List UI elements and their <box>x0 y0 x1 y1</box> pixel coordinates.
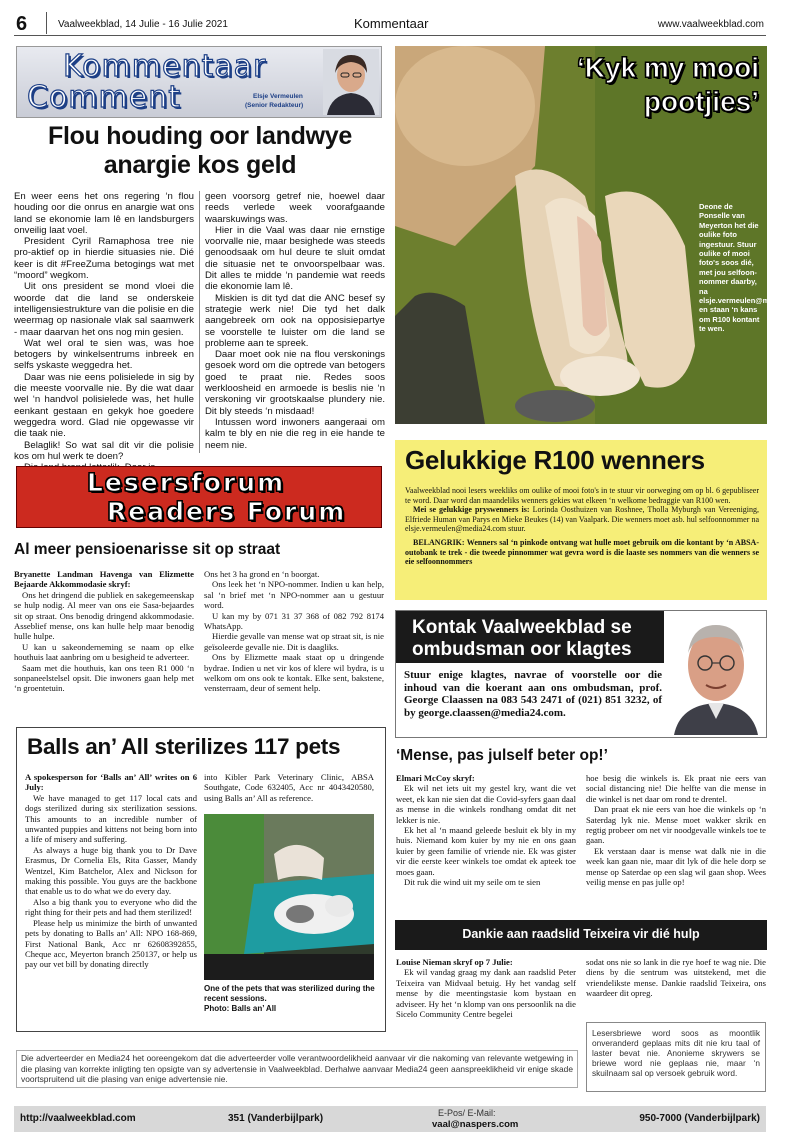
mense-column-2 <box>586 773 766 887</box>
editorial-paragraph: Hier in die Vaal was daar nie ernstige voorvalle nie, maar besighede was steeds genoodsaak om hul deure te sluit omdat die situasie net te onvoorspelbaar was. Dit alles te midde ‘n pandemie wat reeds die ekonomie lam lê. <box>205 224 385 293</box>
mense-byline: Elmari McCoy skryf: <box>396 773 475 783</box>
pensioners-paragraph: Ons het 3 ha grond en ‘n boorgat. <box>204 569 320 579</box>
lion-photo <box>395 46 810 424</box>
balls-photo-credit: Photo: Balls an’ All <box>204 1004 277 1013</box>
important-label: BELANGRIK: <box>413 537 465 547</box>
pensioners-column-2 <box>204 569 384 694</box>
winners-label: Mei se gelukkige pryswenners is: <box>413 505 530 515</box>
section-name: Kommentaar <box>354 16 429 31</box>
editorial-paragraph: Uit ons president se mond vloei die woorde dat die land se onderskeie intelligensiestrukture van die polisie en die weermag op nasionale vlak sal saamwerk - maar daarvan het ons nog min gesien. <box>14 281 194 338</box>
readers-forum-title: Readers Forum <box>107 497 347 526</box>
winners-box <box>395 440 767 600</box>
author-name: Elsje Vermeulen <box>253 93 303 100</box>
balls-photo-caption: One of the pets that was sterilized during the recent sessions. <box>204 984 375 1003</box>
winners-text <box>405 486 759 567</box>
mense-paragraph: Ek het al ‘n maand geleede besluit ek bly in my huis. Niemand kom kuier by my nie en ons gaan kuier by geen familie of vriende nie. Ek was gister vir die eerste keer winkels toe omdat ek apteek toe moes gaan. <box>396 825 576 877</box>
mense-paragraph: Dan praat ek nie eers van hoe die winkels op ‘n Saterdag lyk nie. Mense moet wakker skrik en regtig probeer om net vir noodgevalle winkels toe te gaan. <box>586 804 766 846</box>
editorial-paragraph: En weer eens het ons regering ‘n flou houding oor die onrus en anargie wat ons land se ekonomie lam lê en landsburgers onveilig laat voel. <box>14 191 194 236</box>
page-header <box>14 10 766 36</box>
feature-headline-2: pootjies’ <box>643 86 759 117</box>
pensioners-paragraph: Saam met die houthuis, kan ons teen R1 000 ‘n sonpaneelstelsel opsit. Die inwoners gaan help met ‘n groentetuin. <box>14 662 194 694</box>
author-photo <box>323 49 379 115</box>
important-text: Wenners sal ‘n pinkode ontvang wat hulle moet gebruik om die kontant by ‘n ABSA-outobank te trek - die tweede pinnommer wat gevra word is die laaste ses nommers van die wenners se eie selfoonnommers <box>405 537 759 567</box>
balls-box <box>16 727 386 1032</box>
editorial-column-1 <box>14 191 194 473</box>
mense-paragraph: hoe besig die winkels is. Ek praat nie eers van social distancing nie! Die helfte van die mense in die winkel is net daar om rond te drentel. <box>586 773 766 804</box>
editorial-paragraph: Daar was nie eens polisielede in sig by die meeste voorvalle nie. By die wat daar wel ‘n handvol polisielede was, het hulle eenkant gestaan en gekyk hoe goedere weggedra word. Glad nie opgewasse vir die taak nie. <box>14 371 194 440</box>
footer-email-label: E-Pos/ E-Mail: <box>438 1108 496 1118</box>
dankie-headline: Dankie aan raadslid Teixeira vir dié hulp <box>462 927 700 941</box>
ombudsman-title-2: ombudsman oor klagtes <box>412 639 632 660</box>
balls-headline: Balls an’ All sterilizes 117 pets <box>27 734 341 759</box>
editorial-headline: Flou houding oor landwye anargie kos geld <box>48 122 352 179</box>
dankie-column-2: sodat ons nie so lank in die rye hoef te wag nie. Die diens by die sentrum was uitstekend, met die vriendelikste mense. Dankie raadslid Teixeira, ons waardeer dit opreg. <box>586 957 766 999</box>
lesersforum-banner <box>16 466 382 528</box>
author-role: (Senior Redakteur) <box>245 102 304 109</box>
ombudsman-title-1: Kontak Vaalweekblad se <box>412 617 632 638</box>
issue-date: Vaalweekblad, 14 Julie - 16 Julie 2021 <box>58 19 228 30</box>
editorial-paragraph: Wat wel oral te sien was, was hoe betogers by winkelsentrums inbreek en selfs yskaste weggedra het. <box>14 337 194 372</box>
editorial-paragraph: Miskien is dit tyd dat die ANC besef sy strategie werk nie! Die tyd het dalk aangebreek om ook na opposisiepartye se voorstelle te luister om die land se probleme aan te spreek. <box>205 292 385 349</box>
winners-headline: Gelukkige R100 wenners <box>405 445 705 475</box>
lesersforum-title: Lesersforum <box>87 468 286 497</box>
mense-column-1 <box>396 773 576 887</box>
editorial-paragraph: geen voorsorg getref nie, hoewel daar reeds verlede week voorafgaande waarskuwings was. <box>205 191 385 225</box>
feature-headline-1: ‘Kyk my mooi <box>576 52 759 83</box>
winners-intro: Vaalweekblad nooi lesers weekliks om oulike of mooi foto's in te stuur vir oorweging om op bl. 6 gepubliseer te word. Daar word dan maandeliks wenners gekies wat elkeen ‘n welkome bedraggie van R100 wen. <box>405 486 759 505</box>
balls-paragraph: Also a big thank you to everyone who did the right thing for their pets and had them sterilized! <box>25 896 197 918</box>
footer-phone-2: 950-7000 (Vanderbijlpark) <box>639 1113 760 1124</box>
pensioners-paragraph: U kan u sakeonderneming se naam op elke houthuis laat aanbring om u besigheid te adverteer. <box>14 641 194 663</box>
winners-list: Lorinda Oosthuizen van Roshnee, Tholla Myburgh van Vereeniging, Elfriede Human van Parys en Mieke Beukes (14) van Vaalpark. Die wenners moet asb. hul selfoonnommer na elsje.vermeulen@media24.com stuur. <box>405 505 760 534</box>
editorial-paragraph: Belaglik! So wat sal dit vir die polisie kos om hul werk te doen? <box>14 439 194 462</box>
mense-paragraph: Ek verstaan daar is mense wat dalk nie in die week kan gaan nie, maar dit lyk of die hele dorp se mense op Saterdae op een slag wil gaan shop. Wees veilig mense en pas julle op! <box>586 845 766 888</box>
pensioners-column-1 <box>14 569 194 694</box>
mense-paragraph: Ek wil net iets uit my gestel kry, want die vet weet, ek kan nie sien dat die Covid-syfers gaan daal as mense in die winkels rondhang omdat dit net lekker is nie. <box>396 783 576 825</box>
footer-email[interactable]: vaal@naspers.com <box>432 1119 519 1130</box>
dankie-byline: Louise Nieman skryf op 7 Julie: <box>396 957 513 967</box>
comment-title-2: Comment <box>27 80 181 115</box>
dankie-headline-bar <box>395 920 767 950</box>
pensioners-headline: Al meer pensioenarisse sit op straat <box>14 541 281 558</box>
dankie-paragraph: Ek wil vandag graag my dank aan raadslid Peter Teixeira van Midvaal betuig. Hy het vandag self mense by die meentingstasie kom bystaan en adviseer. Hy het ‘n klomp van ons persoonlik na die Sicelo Community Centre begelei <box>396 967 576 1020</box>
dankie-column-1 <box>396 957 576 1019</box>
pensioners-paragraph: Ons het dringend die publiek en sakegemeenskap se hulp nodig. Al meer van ons eie Sasa-bejaardes sit op straat. Ons benodig dringend akkommodasie. Asseblief mense, ons kan hulle help maar benodig hulle hulpe. <box>14 589 194 642</box>
editorial-column-2 <box>205 191 385 451</box>
ombudsman-text: Stuur enige klagtes, navrae of voorstelle oor die inhoud van die koerant aan ons ombudsman, prof. George Claassen na 083 543 2471 of (021) 851 3232, of by george.claassen@media24.com. <box>404 669 662 719</box>
comment-title-1: Kommentaar <box>63 49 267 84</box>
balls-byline: A spokesperson for ‘Balls an’ All’ writes on 6 July: <box>25 772 197 793</box>
letters-notice-text: Lesersbriewe word soos as moontlik onveranderd geplaas mits dit nie kru taal of laster bevat nie. Anonieme skrywers se briewe word nie geplaas nie, maar ‘n skuilnaam sal op versoek gebruik word. <box>592 1028 760 1078</box>
footer-website[interactable]: http://vaalweekblad.com <box>20 1113 136 1124</box>
ombudsman-photo <box>668 613 764 735</box>
balls-photo <box>204 814 374 980</box>
mense-paragraph: Dit ruk die wind uit my seile om te sien <box>404 877 541 888</box>
balls-column-1 <box>25 772 197 970</box>
comment-banner <box>16 46 382 118</box>
disclaimer-text: Die adverteerder en Media24 het ooreengekom dat die adverteerder volle verantwoordelikheid aanvaar vir die nakoming van relevante wetgewing in die plasing van korrekte inligting ten opsigte van sy advertensie in Vaalweekblad. Derhalwe aanvaar Media24 geen aanspreeklikheid vir enige skade voortspruitend uit die plasing van enige advertensie nie. <box>21 1053 573 1085</box>
page-number: 6 <box>16 13 28 35</box>
editorial-paragraph: Daar moet ook nie na flou verskonings gesoek word om die optrede van betogers goed te praat nie. Redes soos werkloosheid en armoede is beslis nie ‘n verskoning vir grootskaalse plundery nie. Dit bly steeds ‘n misdaad! <box>205 349 385 417</box>
pensioners-paragraph: Ons by Elizmette maak staat op u dringende bydrae. Indien u net vir kos of klere wil bydra, is u welkom om ons ook te kontak. Elke sent, bakstene, vensterraam, deur of sement help. <box>204 652 384 694</box>
pensioners-paragraph: Ons leek het ‘n NPO-nommer. Indien u kan help, sal ‘n brief met ‘n NPO-nommer aan u gestuur word. <box>204 579 384 611</box>
balls-column-2: into Kibler Park Veterinary Clinic, ABSA Southgate, Code 632405, Acc nr 4043420580, using Balls an’ All as reference. <box>204 772 374 803</box>
disclaimer <box>16 1050 578 1088</box>
pensioners-paragraph: Hierdie gevalle van mense wat op straat sit, is nie geïsoleerde gevalle nie. Dit is daagliks. <box>204 631 384 652</box>
ombudsman-title-bar <box>396 611 664 663</box>
header-website: www.vaalweekblad.com <box>657 19 764 30</box>
footer-bar <box>14 1106 766 1132</box>
editorial-paragraph: President Cyril Ramaphosa tree nie pro-aktief op in hierdie situasies nie. Dié keer is dit #FreeZuma betogings wat met “moord” wegkom. <box>14 236 194 282</box>
feature-caption: Deone de Ponselle van Meyerton het die oulike foto ingestuur. Stuur oulike of mooi foto's soos dié, met jou selfoon-nommer daarby, na elsje.vermeulen@media24.com en staan ‘n kans om R100 kontant te wen. <box>699 202 810 334</box>
balls-paragraph: As always a huge big thank you to Dr Dave Erasmus, Dr Cornelia Els, Rita Gasser, Mandy Wentzel, Kim Batchelor, Alex and Nickson for making this possible. You guys are the backbone that enable us to do what we do every day. <box>25 844 197 897</box>
balls-paragraph: Please help us minimize the birth of unwanted pets by donating to Balls an’ All: NPO 168-869, First National Bank, Acc nr 62608392855, Cheque acc, Meyerton branch 250137, or help us pay our vet bill by donating directly <box>25 917 197 970</box>
mense-headline: ‘Mense, pas julself beter op!’ <box>396 747 608 764</box>
pensioners-byline: Bryanette Landman Havenga van Elizmette Bejaarde Akkommodasie skryf: <box>14 569 194 590</box>
letters-notice <box>586 1022 766 1092</box>
ombudsman-box <box>395 610 767 738</box>
editorial-paragraph: Intussen word inwoners aangeraai om kalm te bly en nie die reg in eie hande te neem nie. <box>205 416 385 451</box>
balls-paragraph: We have managed to get 117 local cats and dogs sterilized during six sterilization sessions. This amounts to an incredible number of unwanted puppies and kittens not being born into a life of misery and suffering. <box>25 792 197 845</box>
pensioners-paragraph: U kan my by 071 31 37 368 of 082 792 8174 WhatsApp. <box>204 610 384 632</box>
footer-phone-1: 351 (Vanderbijlpark) <box>228 1113 324 1124</box>
